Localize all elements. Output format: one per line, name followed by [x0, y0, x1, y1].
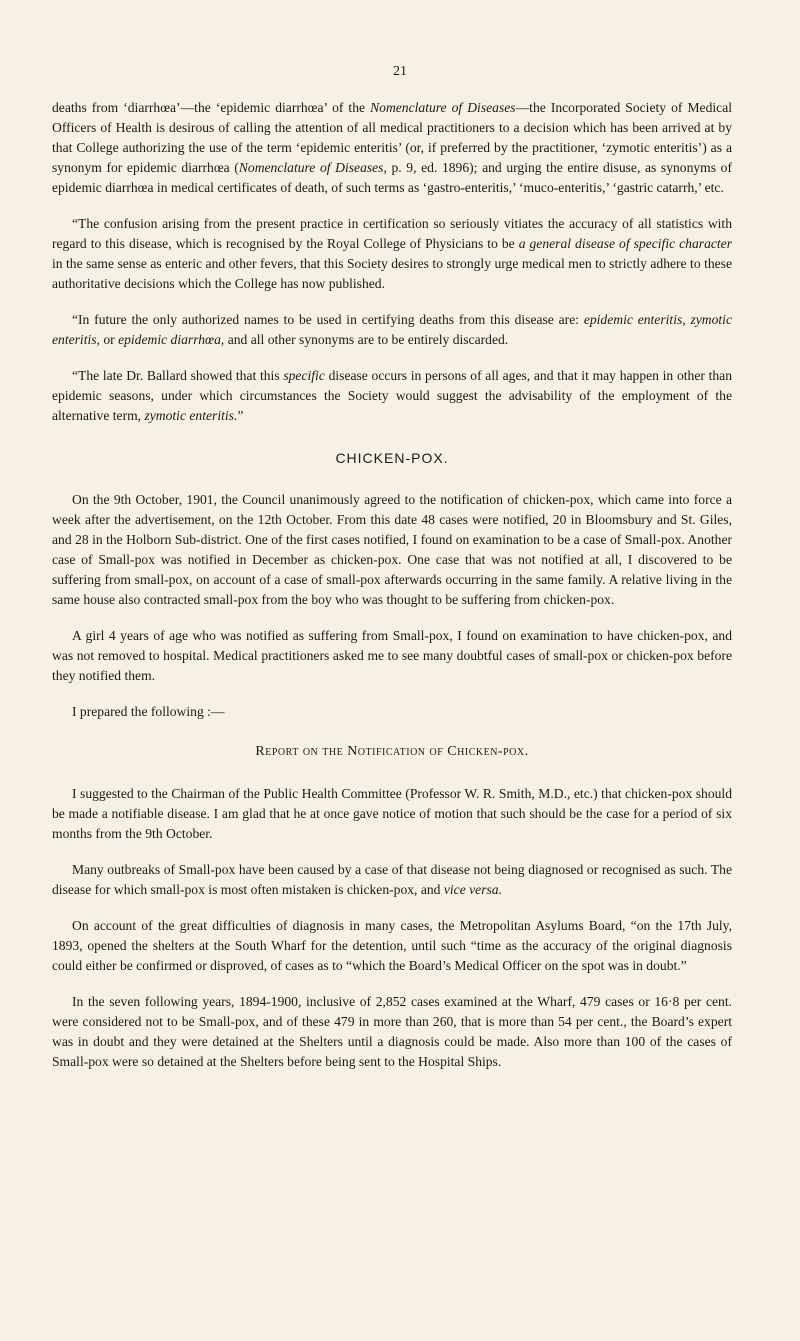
text-run: —the Incorporated Society of Medical Officers of Health is desirous of calling the attention of all medical practitioners to a decision which has been arrived at by that College authorizing the use of the term ‘epidemic enteritis’ (or, if preferred by the practitioner, ‘zymotic enteritis’) as a synonym for epidemic diarrhœa (	[52, 100, 733, 175]
text-run: Many outbreaks of Small-pox have been caused by a case of that disease not being diagnosed or recognised as such. The disease for which small-pox is most often mistaken is chicken-pox, and	[52, 862, 732, 897]
text-run: disease occurs in persons of all ages, and that it may happen in other than epidemic seasons, under which circumstances the Society would suggest the advisability of the employment of the alternative term,	[52, 368, 732, 423]
text-run: deaths from ‘diarrhœa’—the ‘epidemic diarrhœa’ of the	[52, 100, 371, 115]
italic-run: zymotic enteritis.	[144, 408, 238, 423]
text-run: and all other synonyms are to be entirely discarded.	[224, 332, 509, 347]
paragraph-chairman-suggestion: I suggested to the Chairman of the Public Health Committee (Professor W. R. Smith, M.D., etc.) that chicken-pox should be made a notifiable disease. I am glad that he at once gave notice of motion that such should be the case for a period of six months from the 9th October.	[52, 786, 732, 841]
text-run: in the same sense as enteric and other fevers, that this Society desires to strongly urge medical men to strictly adhere to these authoritative decisions which the College has now published.	[52, 256, 732, 291]
paragraph-council-notification: On the 9th October, 1901, the Council unanimously agreed to the notification of chicken-pox, which came into force a week after the advertisement, on the 12th October. From this date 48 cases were notified, 20 in Bloomsbury and St. Giles, and 28 in the Holborn Sub-district. One of the first cases notified, I found on examination to be a case of Small-pox. Another case of Small-pox was notified in December as chicken-pox. One case that was not notified at all, I discovered to be suffering from small-pox, on account of a case of small-pox afterwards occurring in the same family. A relative living in the same house also contracted small-pox from the boy who was thought to be suffering from chicken-pox.	[52, 492, 732, 607]
text-run: “The late Dr. Ballard showed that this	[72, 368, 284, 383]
text-run: “The confusion arising from the present practice in certification so seriously vitiates the accuracy of all statistics with regard to this disease, which is recognised by the Royal College of Physicians to be	[52, 216, 732, 251]
paragraph-authorized-names	[52, 310, 732, 350]
section-heading-chicken-pox: CHICKEN-POX.	[335, 450, 449, 466]
paragraph-dr-ballard	[52, 366, 732, 426]
text-run: “In future the only authorized names to be used in certifying deaths from this disease are:	[72, 312, 584, 327]
italic-run: vice versa.	[443, 882, 502, 897]
italic-run: specific	[283, 368, 325, 383]
italic-run: a general disease of specific character	[518, 236, 732, 251]
subheading-report: Report on the Notification of Chicken-pox.	[255, 744, 529, 759]
text-run: or	[99, 332, 119, 347]
paragraph-prepared-following: I prepared the following :—	[72, 704, 225, 719]
body-text	[52, 98, 732, 1088]
paragraph-outbreaks	[52, 860, 732, 900]
paragraph-confusion-certification	[52, 214, 732, 294]
text-run: ”	[237, 408, 244, 423]
paragraph-girl-case: A girl 4 years of age who was notified as suffering from Small-pox, I found on examination to have chicken-pox, and was not removed to hospital. Medical practitioners asked me to see many doubtful cases of small-pox or chicken-pox before they notified them.	[52, 628, 732, 683]
italic-run: Nomenclature of Diseases,	[238, 160, 387, 175]
italic-run: epidemic enteritis, zymotic enteritis,	[52, 312, 732, 347]
page-number: 21	[393, 64, 407, 79]
paragraph-asylums-board: On account of the great difficulties of diagnosis in many cases, the Metropolitan Asylums Board, “on the 17th July, 1893, opened the shelters at the South Wharf for the detention, until such “time as the accuracy of the original diagnosis could either be confirmed or disproved, of cases as to “which the Board’s Medical Officer on the spot was in doubt.”	[52, 918, 732, 973]
paragraph-diarrhoea-nomenclature	[52, 98, 732, 198]
text-run: p. 9, ed. 1896); and urging the entire disuse, as synonyms of epidemic diarrhœa in medical certificates of death, of such terms as ‘gastro-enteritis,’ ‘muco-enteritis,’ ‘gastric catarrh,’ etc.	[52, 160, 732, 195]
paragraph-seven-years: In the seven following years, 1894-1900, inclusive of 2,852 cases examined at the Wharf, 479 cases or 16·8 per cent. were considered not to be Small-pox, and of these 479 in more than 260, that is more than 54 per cent., the Board’s expert was in doubt and they were detained at the Shelters until a diagnosis could be made. Also more than 100 of the cases of Small-pox were so detained at the Shelters before being sent to the Hospital Ships.	[52, 994, 732, 1069]
italic-run: epidemic diarrhœa,	[118, 332, 225, 347]
italic-run: Nomenclature of Diseases	[370, 100, 516, 115]
